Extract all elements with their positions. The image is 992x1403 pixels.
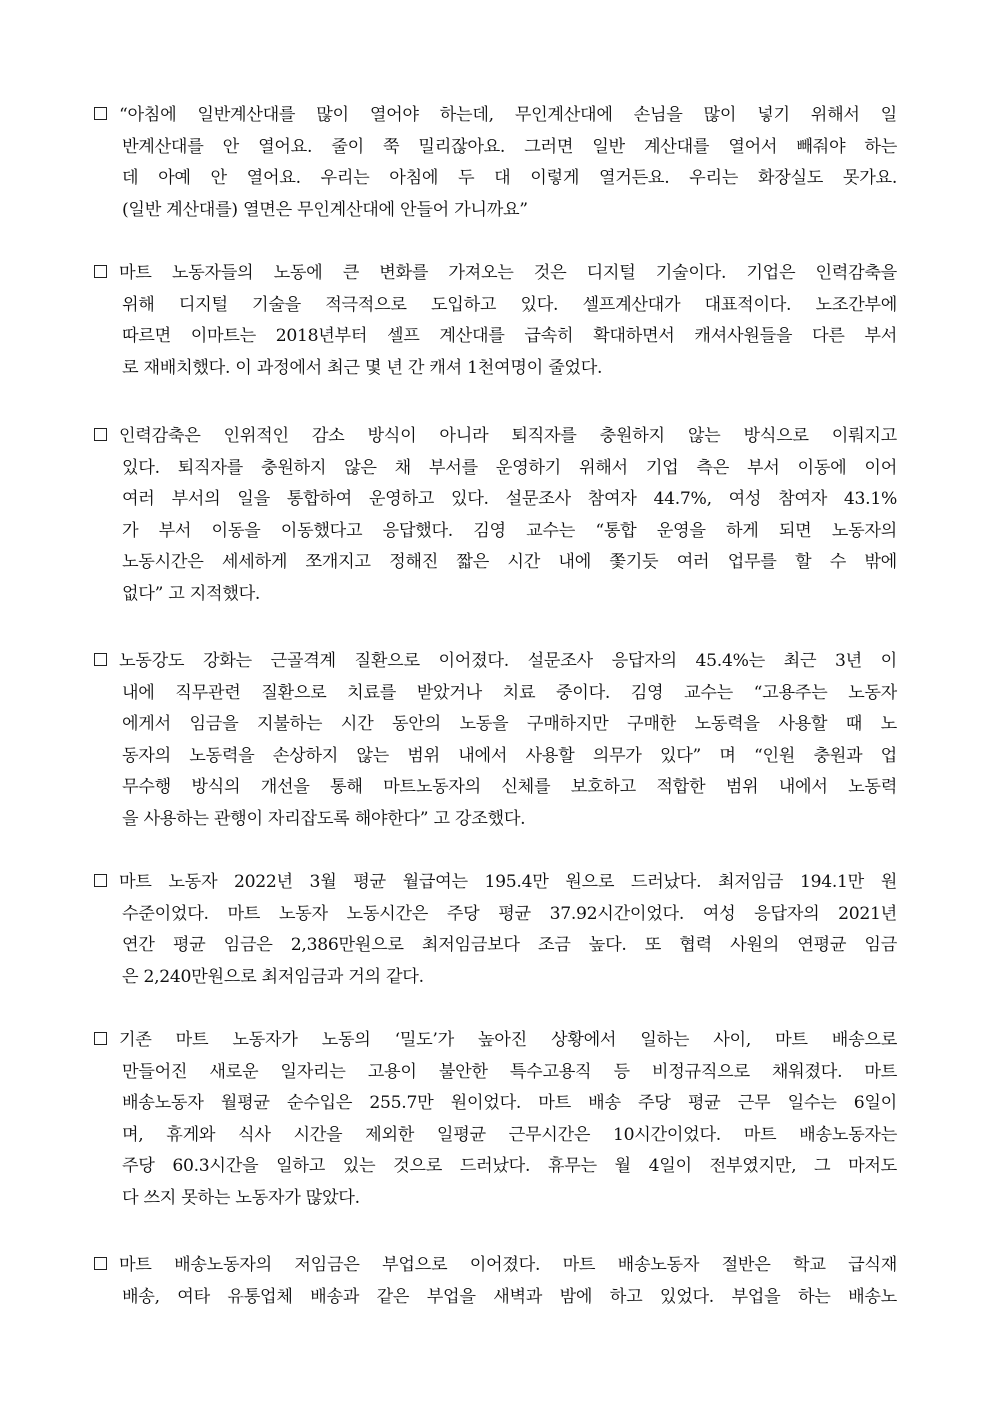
paragraph-line: 동자의 노동력을 손상하지 않는 범위 내에서 사용할 의무가 있다” 며 “인원 충원과 업: [122, 745, 897, 766]
paragraph: [94, 1250, 897, 1313]
paragraph-line: 무수행 방식의 개선을 통해 마트노동자의 신체를 보호하고 적합한 범위 내에서 노동력: [122, 777, 897, 798]
paragraph-line: 마트 배송노동자의 저임금은 부업으로 이어졌다. 마트 배송노동자 절반은 학교 급식재: [119, 1255, 897, 1275]
paragraph-line: 없다” 고 지적했다.: [122, 583, 261, 604]
paragraph-line: 은 2,240만원으로 최저임금과 거의 같다.: [122, 966, 424, 987]
paragraph: [94, 258, 897, 384]
checkbox-bullet-icon: [94, 1257, 107, 1270]
paragraph-line: 마트 노동자들의 노동에 큰 변화를 가져오는 것은 디지털 기술이다. 기업은 인력감축을: [119, 263, 897, 283]
paragraph-line: 여러 부서의 일을 통합하여 운영하고 있다. 설문조사 참여자 44.7%, 여성 참여자 43.1%: [122, 489, 897, 510]
paragraph-line: 다 쓰지 못하는 노동자가 많았다.: [122, 1187, 360, 1208]
paragraph-line: 가 부서 이동을 이동했다고 응답했다. 김영 교수는 “통합 운영을 하게 되면 노동자의: [122, 520, 897, 541]
paragraph-line: 배송, 여타 유통업체 배송과 같은 부업을 새벽과 밤에 하고 있었다. 부업을 하는 배송노: [122, 1286, 897, 1307]
paragraph-line: 에게서 임금을 지불하는 시간 동안의 노동을 구매하지만 구매한 노동력을 사용할 때 노: [122, 714, 897, 735]
paragraph-line: “아침에 일반계산대를 많이 열어야 하는데, 무인계산대에 손님을 많이 넣기 위해서 일: [119, 105, 897, 125]
paragraph-line: 따르면 이마트는 2018년부터 셀프 계산대를 급속히 확대하면서 캐셔사원들을 다른 부서: [122, 326, 897, 347]
checkbox-bullet-icon: [94, 653, 107, 666]
paragraph-line: 노동강도 강화는 근골격계 질환으로 이어졌다. 설문조사 응답자의 45.4%는 최근 3년 이: [119, 651, 897, 671]
paragraph: [94, 646, 897, 836]
paragraph-line: 로 재배치했다. 이 과정에서 최근 몇 년 간 캐셔 1천여명이 줄었다.: [122, 357, 603, 378]
paragraph-line: 만들어진 새로운 일자리는 고용이 불안한 특수고용직 등 비정규직으로 채워졌다. 마트: [122, 1061, 897, 1082]
paragraph-line: 배송노동자 월평균 순수입은 255.7만 원이었다. 마트 배송 주당 평균 근무 일수는 6일이: [122, 1093, 897, 1114]
paragraph: [94, 421, 897, 611]
paragraph-line: (일반 계산대를) 열면은 무인계산대에 안들어 가니까요”: [122, 199, 528, 220]
checkbox-bullet-icon: [94, 107, 107, 120]
paragraph-line: 인력감축은 인위적인 감소 방식이 아니라 퇴직자를 충원하지 않는 방식으로 이뤄지고: [119, 426, 897, 446]
paragraph: [94, 1025, 897, 1215]
paragraph: [94, 100, 897, 226]
paragraph-line: 위해 디지털 기술을 적극적으로 도입하고 있다. 셀프계산대가 대표적이다. 노조간부에: [122, 294, 897, 315]
paragraph-line: 노동시간은 세세하게 쪼개지고 정해진 짧은 시간 내에 쫓기듯 여러 업무를 할 수 밖에: [122, 552, 897, 573]
paragraph-line: 데 아예 안 열어요. 우리는 아침에 두 대 이렇게 열거든요. 우리는 화장실도 못가요.: [122, 168, 897, 189]
checkbox-bullet-icon: [94, 874, 107, 887]
checkbox-bullet-icon: [94, 265, 107, 278]
paragraph-line: 기존 마트 노동자가 노동의 ‘밀도’가 높아진 상황에서 일하는 사이, 마트 배송으로: [119, 1030, 897, 1050]
paragraph-line: 마트 노동자 2022년 3월 평균 월급여는 195.4만 원으로 드러났다. 최저임금 194.1만 원: [119, 872, 897, 892]
paragraph-line: 수준이었다. 마트 노동자 노동시간은 주당 평균 37.92시간이었다. 여성 응답자의 2021년: [122, 903, 897, 924]
paragraph: [94, 867, 897, 993]
paragraph-line: 연간 평균 임금은 2,386만원으로 최저임금보다 조금 높다. 또 협력 사원의 연평균 임금: [122, 935, 897, 956]
paragraph-line: 반계산대를 안 열어요. 줄이 쭉 밀리잖아요. 그러면 일반 계산대를 열어서 빼줘야 하는: [122, 136, 897, 157]
checkbox-bullet-icon: [94, 1032, 107, 1045]
paragraph-line: 내에 직무관련 질환으로 치료를 받았거나 치료 중이다. 김영 교수는 “고용주는 노동자: [122, 682, 897, 703]
paragraph-line: 며, 휴게와 식사 시간을 제외한 일평균 근무시간은 10시간이었다. 마트 배송노동자는: [122, 1124, 897, 1145]
paragraph-line: 주당 60.3시간을 일하고 있는 것으로 드러났다. 휴무는 월 4일이 전부였지만, 그 마저도: [122, 1156, 897, 1177]
checkbox-bullet-icon: [94, 428, 107, 441]
paragraph-line: 을 사용하는 관행이 자리잡도록 해야한다” 고 강조했다.: [122, 808, 526, 829]
paragraph-line: 있다. 퇴직자를 충원하지 않은 채 부서를 운영하기 위해서 기업 측은 부서 이동에 이어: [122, 457, 897, 478]
